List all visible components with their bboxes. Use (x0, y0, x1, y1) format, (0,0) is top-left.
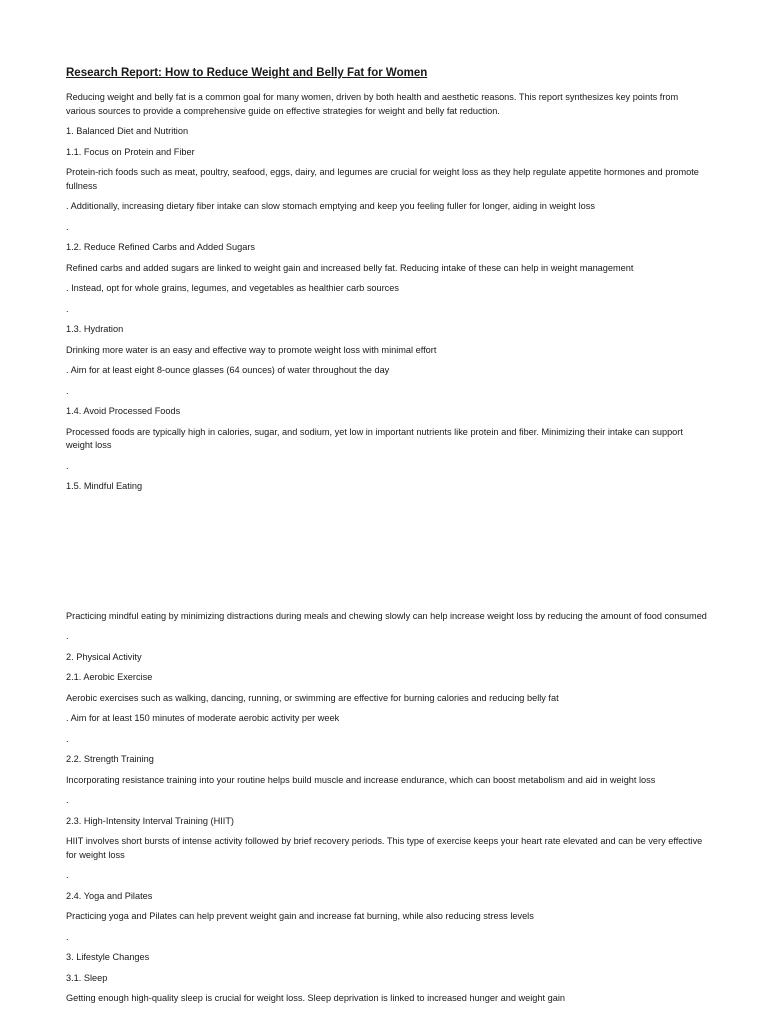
period-line: . (66, 733, 69, 744)
period-line: . (66, 931, 69, 942)
period-line: . (66, 870, 69, 880)
period-line: . (66, 460, 69, 471)
paragraph: . Instead, opt for whole grains, legumes, and vegetables as healthier carb sources (66, 283, 399, 293)
subsection-heading: 1.1. Focus on Protein and Fiber (66, 146, 195, 157)
subsection-heading: 3.1. Sleep (66, 972, 108, 983)
document-page (66, 64, 708, 1013)
period-line: . (66, 385, 69, 396)
period-line: . (66, 221, 69, 232)
period-line: . (66, 631, 69, 641)
subsection-heading: 2.4. Yoga and Pilates (66, 890, 153, 901)
paragraph: Getting enough high-quality sleep is crucial for weight loss. Sleep deprivation is linked to increased hunger and weight gain (66, 993, 565, 1003)
paragraph: . Aim for at least eight 8-ounce glasses (64 ounces) of water throughout the day (66, 365, 390, 375)
paragraph: Refined carbs and added sugars are linked to weight gain and increased belly fat. Reducing intake of these can help in weight management (66, 262, 634, 273)
blank-space (66, 501, 708, 610)
subsection-heading: 1.3. Hydration (66, 324, 124, 334)
paragraph: Drinking more water is an easy and effective way to promote weight loss with minimal effort (66, 344, 437, 355)
document-title: Research Report: How to Reduce Weight and Belly Fat for Women (66, 67, 428, 79)
section-heading: 2. Physical Activity (66, 651, 142, 662)
paragraph: Protein-rich foods such as meat, poultry, seafood, eggs, dairy, and legumes are crucial for weight loss as they help regulate appetite hormones and promote fullness (66, 167, 699, 191)
intro-paragraph: Reducing weight and belly fat is a common goal for many women, driven by both health and aesthetic reasons. This report synthesizes key points from various sources to provide a comprehensive guide on effective strategies for weight and belly fat reduction. (66, 92, 679, 116)
paragraph: Practicing yoga and Pilates can help prevent weight gain and increase fat burning, while also reducing stress levels (66, 911, 534, 921)
subsection-heading: 1.5. Mindful Eating (66, 481, 143, 491)
subsection-heading: 1.4. Avoid Processed Foods (66, 406, 181, 416)
paragraph: HIIT involves short bursts of intense activity followed by brief recovery periods. This type of exercise keeps your heart rate elevated and can be very effective for weight loss (66, 836, 703, 860)
subsection-heading: 2.3. High-Intensity Interval Training (HIIT) (66, 815, 234, 826)
paragraph: . Additionally, increasing dietary fiber intake can slow stomach emptying and keep you feeling fuller for longer, aiding in weight loss (66, 201, 595, 211)
section-heading: 1. Balanced Diet and Nutrition (66, 126, 189, 136)
subsection-heading: 2.1. Aerobic Exercise (66, 672, 153, 682)
subsection-heading: 2.2. Strength Training (66, 754, 154, 764)
paragraph: . Aim for at least 150 minutes of moderate aerobic activity per week (66, 713, 340, 723)
paragraph: Processed foods are typically high in calories, sugar, and sodium, yet low in important nutrients like protein and fiber. Minimizing their intake can support weight loss (66, 426, 683, 450)
paragraph: Practicing mindful eating by minimizing distractions during meals and chewing slowly can help increase weight loss by reducing the amount of food consumed (66, 610, 707, 621)
paragraph: Incorporating resistance training into your routine helps build muscle and increase endurance, which can boost metabolism and aid in weight loss (66, 774, 656, 785)
paragraph: Aerobic exercises such as walking, dancing, running, or swimming are effective for burning calories and reducing belly fat (66, 692, 559, 703)
section-heading: 3. Lifestyle Changes (66, 952, 150, 962)
period-line: . (66, 795, 69, 805)
period-line: . (66, 303, 69, 314)
subsection-heading: 1.2. Reduce Refined Carbs and Added Sugars (66, 242, 255, 252)
